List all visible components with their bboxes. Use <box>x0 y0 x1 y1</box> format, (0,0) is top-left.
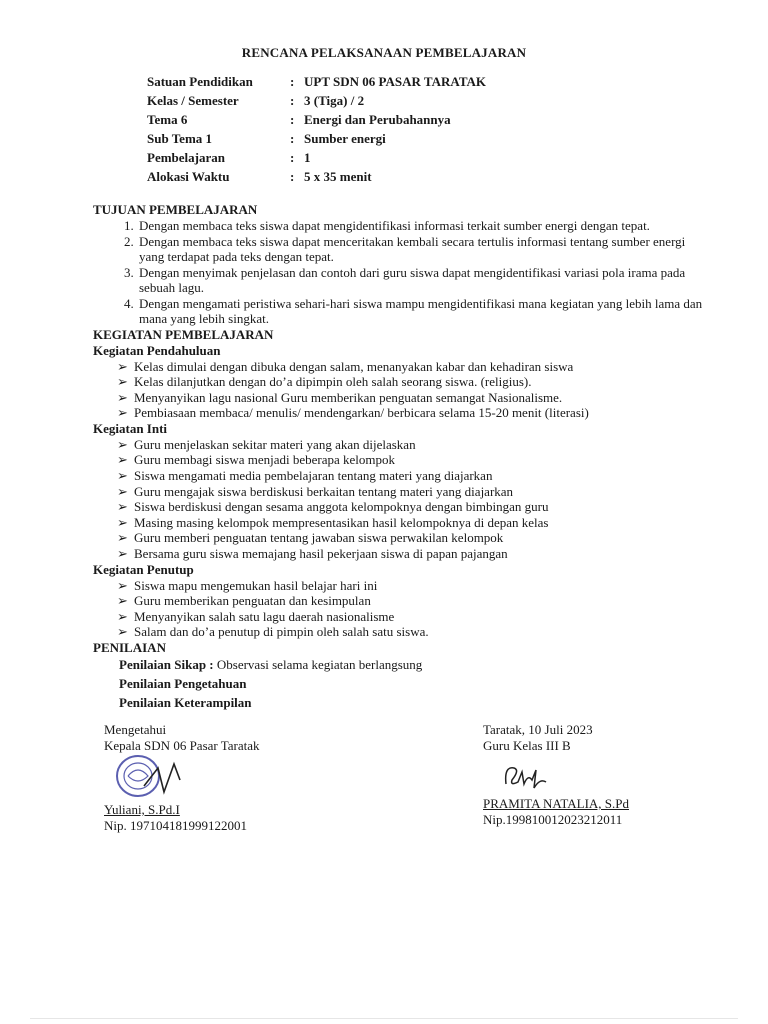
list-item <box>117 499 705 515</box>
penilaian-heading: PENILAIAN <box>93 640 166 655</box>
identity-label: Alokasi Waktu <box>147 169 230 184</box>
list-item-text: Kelas dilanjutkan dengan do’a dipimpin oleh salah seorang siswa. (religius). <box>134 374 532 390</box>
list-item-text: Kelas dimulai dengan dibuka dengan salam, menanyakan kabar dan kehadiran siswa <box>134 358 574 374</box>
list-item <box>117 546 705 562</box>
identity-row-kelas <box>147 91 486 110</box>
list-item <box>117 452 705 468</box>
arrow-bullet-icon: ➢ <box>117 499 128 515</box>
identity-table <box>147 72 486 186</box>
list-item <box>117 484 705 500</box>
signature-line2: Guru Kelas III B <box>483 738 571 753</box>
identity-row-tema <box>147 110 486 129</box>
list-item-text: Menyanyikan salah satu lagu daerah nasionalisme <box>134 608 395 624</box>
pendahuluan-list <box>93 359 705 421</box>
list-item-text: Pembiasaan membaca/ menulis/ mendengarkan/ berbicara selama 15-20 menit (literasi) <box>134 405 589 421</box>
penilaian-sikap <box>119 656 705 673</box>
penilaian-keterampilan: Penilaian Keterampilan <box>119 695 252 710</box>
identity-label: Satuan Pendidikan <box>147 74 253 89</box>
tujuan-item: 4. Dengan mengamati peristiwa sehari-hari siswa mampu mengidentifikasi mana kegiatan yang lebih lama dan mana yang lebih singkat. <box>137 296 705 327</box>
signature-line1: Taratak, 10 Juli 2023 <box>483 722 593 737</box>
list-item <box>117 390 705 406</box>
list-item-text: Salam dan do’a penutup di pimpin oleh salah satu siswa. <box>134 624 429 640</box>
list-item-text: Siswa mapu mengemukan hasil belajar hari ini <box>134 577 378 593</box>
page-edge-divider <box>30 1018 738 1019</box>
list-item <box>117 530 705 546</box>
list-item-text: Guru memberi penguatan tentang jawaban siswa perwakilan kelompok <box>134 530 504 546</box>
handwritten-signature-icon <box>500 760 552 797</box>
list-item <box>117 593 705 609</box>
list-item <box>117 437 705 453</box>
penutup-list <box>93 578 705 640</box>
arrow-bullet-icon: ➢ <box>117 452 128 468</box>
list-item <box>117 578 705 594</box>
arrow-bullet-icon: ➢ <box>117 468 128 484</box>
list-item-text: Siswa berdiskusi dengan sesama anggota kelompoknya dengan bimbingan guru <box>134 499 549 515</box>
identity-colon: : <box>290 93 295 108</box>
teacher-nip: Nip.199810012023212011 <box>483 812 623 827</box>
identity-value: Sumber energi <box>304 131 386 146</box>
list-item <box>117 405 705 421</box>
tujuan-item: 2. Dengan membaca teks siswa dapat menceritakan kembali secara tertulis informasi tentang sumber energi yang terdapat pada teks dengan tepat. <box>137 234 705 265</box>
penilaian-pengetahuan: Penilaian Pengetahuan <box>119 676 247 691</box>
list-item-text: Guru mengajak siswa berdiskusi berkaitan tentang materi yang diajarkan <box>134 483 514 499</box>
list-item <box>117 515 705 531</box>
identity-colon: : <box>290 112 295 127</box>
identity-row-satuan <box>147 72 486 91</box>
arrow-bullet-icon: ➢ <box>117 546 128 562</box>
tujuan-heading: TUJUAN PEMBELAJARAN <box>93 202 258 217</box>
arrow-bullet-icon: ➢ <box>117 593 128 609</box>
penilaian-sikap-label: Penilaian Sikap : <box>119 657 214 672</box>
penilaian-sikap-text: Observasi selama kegiatan berlangsung <box>216 657 423 672</box>
identity-label: Kelas / Semester <box>147 93 239 108</box>
tujuan-item: 1. Dengan membaca teks siswa dapat mengidentifikasi informasi terkait sumber energi dengan tepat. <box>137 218 705 234</box>
arrow-bullet-icon: ➢ <box>117 389 128 405</box>
tujuan-item: 3. Dengan menyimak penjelasan dan contoh dari guru siswa dapat mengidentifikasi variasi pola irama pada sebuah lagu. <box>137 265 705 296</box>
list-item-text: Bersama guru siswa memajang hasil pekerjaan siswa di papan pajangan <box>134 546 508 562</box>
penilaian-block <box>93 656 705 711</box>
identity-value: UPT SDN 06 PASAR TARATAK <box>304 74 487 89</box>
arrow-bullet-icon: ➢ <box>117 514 128 530</box>
identity-label: Tema 6 <box>147 112 188 127</box>
arrow-bullet-icon: ➢ <box>117 577 128 593</box>
penutup-heading: Kegiatan Penutup <box>93 561 194 577</box>
pendahuluan-heading: Kegiatan Pendahuluan <box>93 342 221 358</box>
arrow-bullet-icon: ➢ <box>117 374 128 390</box>
identity-row-pembelajaran <box>147 148 486 167</box>
list-item-text: Masing masing kelompok mempresentasikan hasil kelompoknya di depan kelas <box>134 514 549 530</box>
document-title: RENCANA PELAKSANAAN PEMBELAJARAN <box>241 45 527 60</box>
document-body <box>93 202 705 713</box>
signature-line1: Mengetahui <box>104 722 167 737</box>
tujuan-list <box>93 218 705 327</box>
principal-name: Yuliani, S.Pd.I <box>104 802 180 817</box>
list-item-text: Siswa mengamati media pembelajaran tentang materi yang diajarkan <box>134 468 493 484</box>
school-stamp-icon <box>114 752 192 807</box>
arrow-bullet-icon: ➢ <box>117 530 128 546</box>
list-item <box>117 624 705 640</box>
arrow-bullet-icon: ➢ <box>117 608 128 624</box>
list-item <box>117 359 705 375</box>
arrow-bullet-icon: ➢ <box>117 624 128 640</box>
arrow-bullet-icon: ➢ <box>117 436 128 452</box>
list-item-text: Guru menjelaskan sekitar materi yang akan dijelaskan <box>134 436 416 452</box>
identity-value: 3 (Tiga) / 2 <box>304 93 365 108</box>
inti-heading: Kegiatan Inti <box>93 420 168 436</box>
signature-line2: Kepala SDN 06 Pasar Taratak <box>104 738 260 753</box>
list-item <box>117 468 705 484</box>
identity-colon: : <box>290 169 295 184</box>
inti-list <box>93 437 705 562</box>
list-item <box>117 374 705 390</box>
identity-value: Energi dan Perubahannya <box>304 112 451 127</box>
identity-label: Pembelajaran <box>147 150 225 165</box>
kegiatan-heading: KEGIATAN PEMBELAJARAN <box>93 326 274 342</box>
identity-value: 1 <box>304 150 311 165</box>
identity-value: 5 x 35 menit <box>304 169 372 184</box>
list-item-text: Menyanyikan lagu nasional Guru memberikan penguatan semangat Nasionalisme. <box>134 389 563 405</box>
teacher-name: PRAMITA NATALIA, S.Pd <box>483 796 629 811</box>
list-item-text: Guru memberikan penguatan dan kesimpulan <box>134 593 371 609</box>
arrow-bullet-icon: ➢ <box>117 405 128 421</box>
identity-colon: : <box>290 74 295 89</box>
identity-row-alokasi <box>147 167 486 186</box>
list-item <box>117 609 705 625</box>
identity-colon: : <box>290 131 295 146</box>
principal-nip: Nip. 197104181999122001 <box>104 818 247 833</box>
arrow-bullet-icon: ➢ <box>117 483 128 499</box>
identity-row-subtema <box>147 129 486 148</box>
list-item-text: Guru membagi siswa menjadi beberapa kelompok <box>134 452 396 468</box>
identity-label: Sub Tema 1 <box>147 131 213 146</box>
arrow-bullet-icon: ➢ <box>117 358 128 374</box>
identity-colon: : <box>290 150 295 165</box>
